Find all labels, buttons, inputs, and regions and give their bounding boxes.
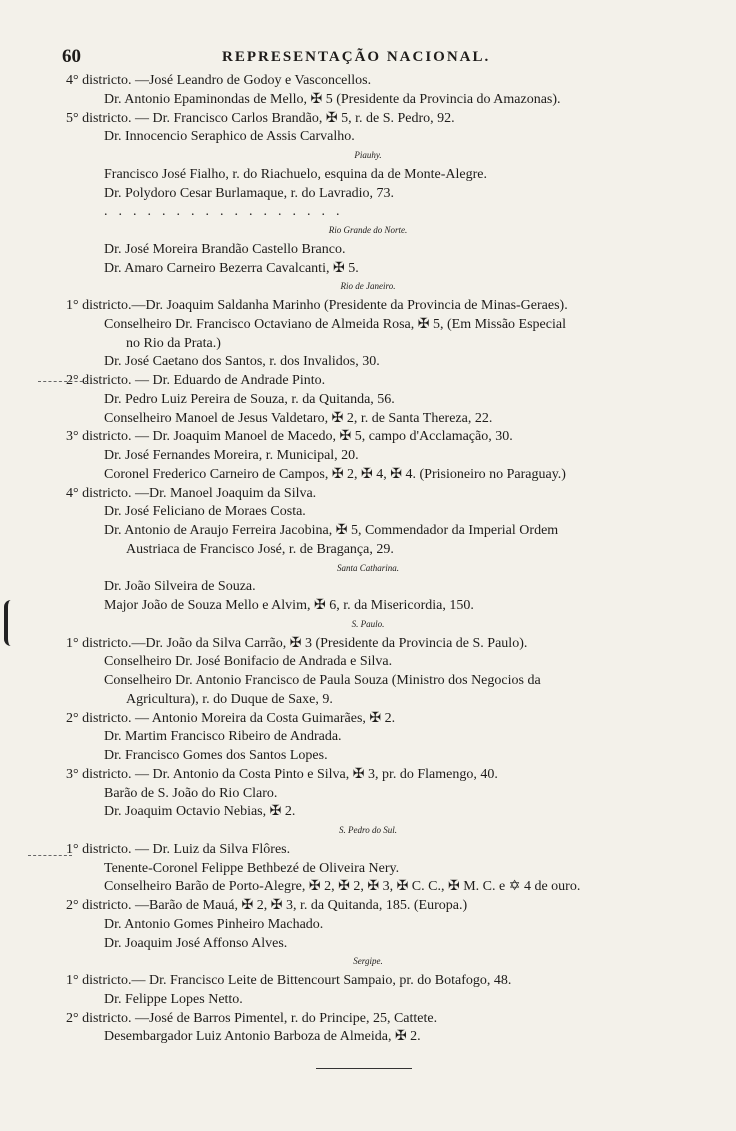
member-entry: Dr. João Silveira de Souza.: [104, 579, 256, 595]
member-entry: Francisco José Fialho, r. do Riachuelo, esquina da de Monte-Alegre.: [104, 166, 487, 182]
district-entry: 1° districto. — Dr. Luiz da Silva Flôres.: [66, 841, 291, 857]
district-entry: 4° districto. —Dr. Manoel Joaquim da Silva.: [66, 485, 317, 501]
district-entry: 2° districto. —José de Barros Pimentel, r. do Principe, 25, Cattete.: [66, 1010, 438, 1026]
margin-pencil-mark: [28, 855, 72, 857]
page-number: 60: [62, 46, 81, 67]
member-entry: Dr. José Caetano dos Santos, r. dos Invalidos, 30.: [104, 354, 380, 370]
member-entry: Major João de Souza Mello e Alvim, ✠ 6, r. da Misericordia, 150.: [104, 598, 474, 613]
member-entry: Dr. Polydoro Cesar Burlamaque, r. do Lavradio, 73.: [104, 185, 395, 201]
district-entry: 5° districto. — Dr. Francisco Carlos Brandão, ✠ 5, r. de S. Pedro, 92.: [66, 110, 455, 126]
province-heading: Piauhy.: [354, 150, 382, 160]
member-entry: Dr. Joaquim Octavio Nebias, ✠ 2.: [104, 804, 296, 820]
district-entry: 2° districto. — Antonio Moreira da Costa Guimarães, ✠ 2.: [66, 710, 396, 726]
end-rule: [316, 1068, 412, 1069]
province-heading: S. Pedro do Sul.: [339, 825, 397, 835]
province-heading: Rio Grande do Norte.: [328, 225, 408, 235]
province-heading: Rio de Janeiro.: [340, 281, 396, 292]
member-entry: Tenente-Coronel Felippe Bethbezé de Oliveira Nery.: [104, 860, 400, 876]
district-entry: 3° districto. — Dr. Joaquim Manoel de Macedo, ✠ 5, campo d'Acclamação, 30.: [66, 429, 513, 445]
running-title: REPRESENTAÇÃO NACIONAL.: [222, 49, 491, 65]
district-entry: 1° districto.— Dr. Francisco Leite de Bittencourt Sampaio, pr. do Botafogo, 48.: [66, 973, 512, 988]
member-entry: Dr. Antonio de Araujo Ferreira Jacobina, ✠ 5, Commendador da Imperial Ordem: [104, 523, 559, 538]
district-entry: 1° districto.—Dr. João da Silva Carrão, ✠ 3 (Presidente da Provincia de S. Paulo).: [66, 635, 528, 651]
member-entry: Dr. José Moreira Brandão Castello Branco.: [104, 241, 346, 257]
member-entry: Dr. Felippe Lopes Netto.: [104, 991, 243, 1007]
member-entry: Barão de S. João do Rio Claro.: [104, 785, 278, 801]
member-entry: Conselheiro Dr. José Bonifacio de Andrada e Silva.: [104, 654, 393, 670]
member-entry: Dr. Martim Francisco Ribeiro de Andrada.: [104, 729, 342, 745]
member-entry: Conselheiro Manoel de Jesus Valdetaro, ✠ 2, r. de Santa Thereza, 22.: [104, 410, 493, 426]
member-entry: Dr. Amaro Carneiro Bezerra Cavalcanti, ✠ 5.: [104, 260, 359, 276]
province-heading: S. Paulo.: [351, 618, 385, 629]
member-entry: Dr. Pedro Luiz Pereira de Souza, r. da Quitanda, 56.: [104, 391, 395, 407]
province-heading: Santa Catharina.: [336, 562, 399, 573]
province-heading: Sergipe.: [353, 956, 383, 967]
member-entry: Dr. Francisco Gomes dos Santos Lopes.: [104, 748, 328, 763]
continuation-line: no Rio da Prata.): [126, 335, 221, 351]
member-entry: Conselheiro Dr. Antonio Francisco de Paula Souza (Ministro dos Negocios da: [104, 673, 541, 688]
member-entry: Coronel Frederico Carneiro de Campos, ✠ 2, ✠ 4, ✠ 4. (Prisioneiro no Paraguay.): [104, 466, 566, 482]
member-entry: Dr. Antonio Epaminondas de Mello, ✠ 5 (Presidente da Provincia do Amazonas).: [104, 91, 561, 107]
margin-pencil-mark: [38, 381, 88, 383]
district-entry: 3° districto. — Dr. Antonio da Costa Pinto e Silva, ✠ 3, pr. do Flamengo, 40.: [66, 766, 498, 782]
ellipsis-row: .................: [104, 204, 351, 220]
district-entry: 1° districto.—Dr. Joaquim Saldanha Marinho (Presidente da Provincia de Minas-Geraes).: [66, 298, 568, 313]
member-entry: Desembargador Luiz Antonio Barboza de Almeida, ✠ 2.: [104, 1029, 421, 1045]
member-entry: Conselheiro Dr. Francisco Octaviano de Almeida Rosa, ✠ 5, (Em Missão Especial: [104, 316, 566, 332]
member-entry: Dr. José Feliciano de Moraes Costa.: [104, 504, 306, 520]
member-entry: Dr. José Fernandes Moreira, r. Municipal, 20.: [104, 448, 359, 463]
member-entry: Dr. Innocencio Seraphico de Assis Carvalho.: [104, 129, 355, 145]
district-entry: 4° districto. —José Leandro de Godoy e Vasconcellos.: [66, 73, 372, 88]
district-entry: 2° districto. —Barão de Mauá, ✠ 2, ✠ 3, r. da Quitanda, 185. (Europa.): [66, 898, 468, 913]
member-entry: Conselheiro Barão de Porto-Alegre, ✠ 2, ✠ 2, ✠ 3, ✠ C. C., ✠ M. C. e ✡ 4 de ouro.: [104, 879, 581, 895]
page-header: [62, 46, 702, 70]
continuation-line: Agricultura), r. do Duque de Saxe, 9.: [126, 691, 333, 707]
member-entry: Dr. Joaquim José Affonso Alves.: [104, 935, 288, 951]
member-entry: Dr. Antonio Gomes Pinheiro Machado.: [104, 916, 324, 932]
continuation-line: Austriaca de Francisco José, r. de Bragança, 29.: [126, 541, 394, 557]
margin-bracket-mark: [4, 600, 18, 646]
district-entry: 2° districto. — Dr. Eduardo de Andrade Pinto.: [66, 373, 326, 388]
